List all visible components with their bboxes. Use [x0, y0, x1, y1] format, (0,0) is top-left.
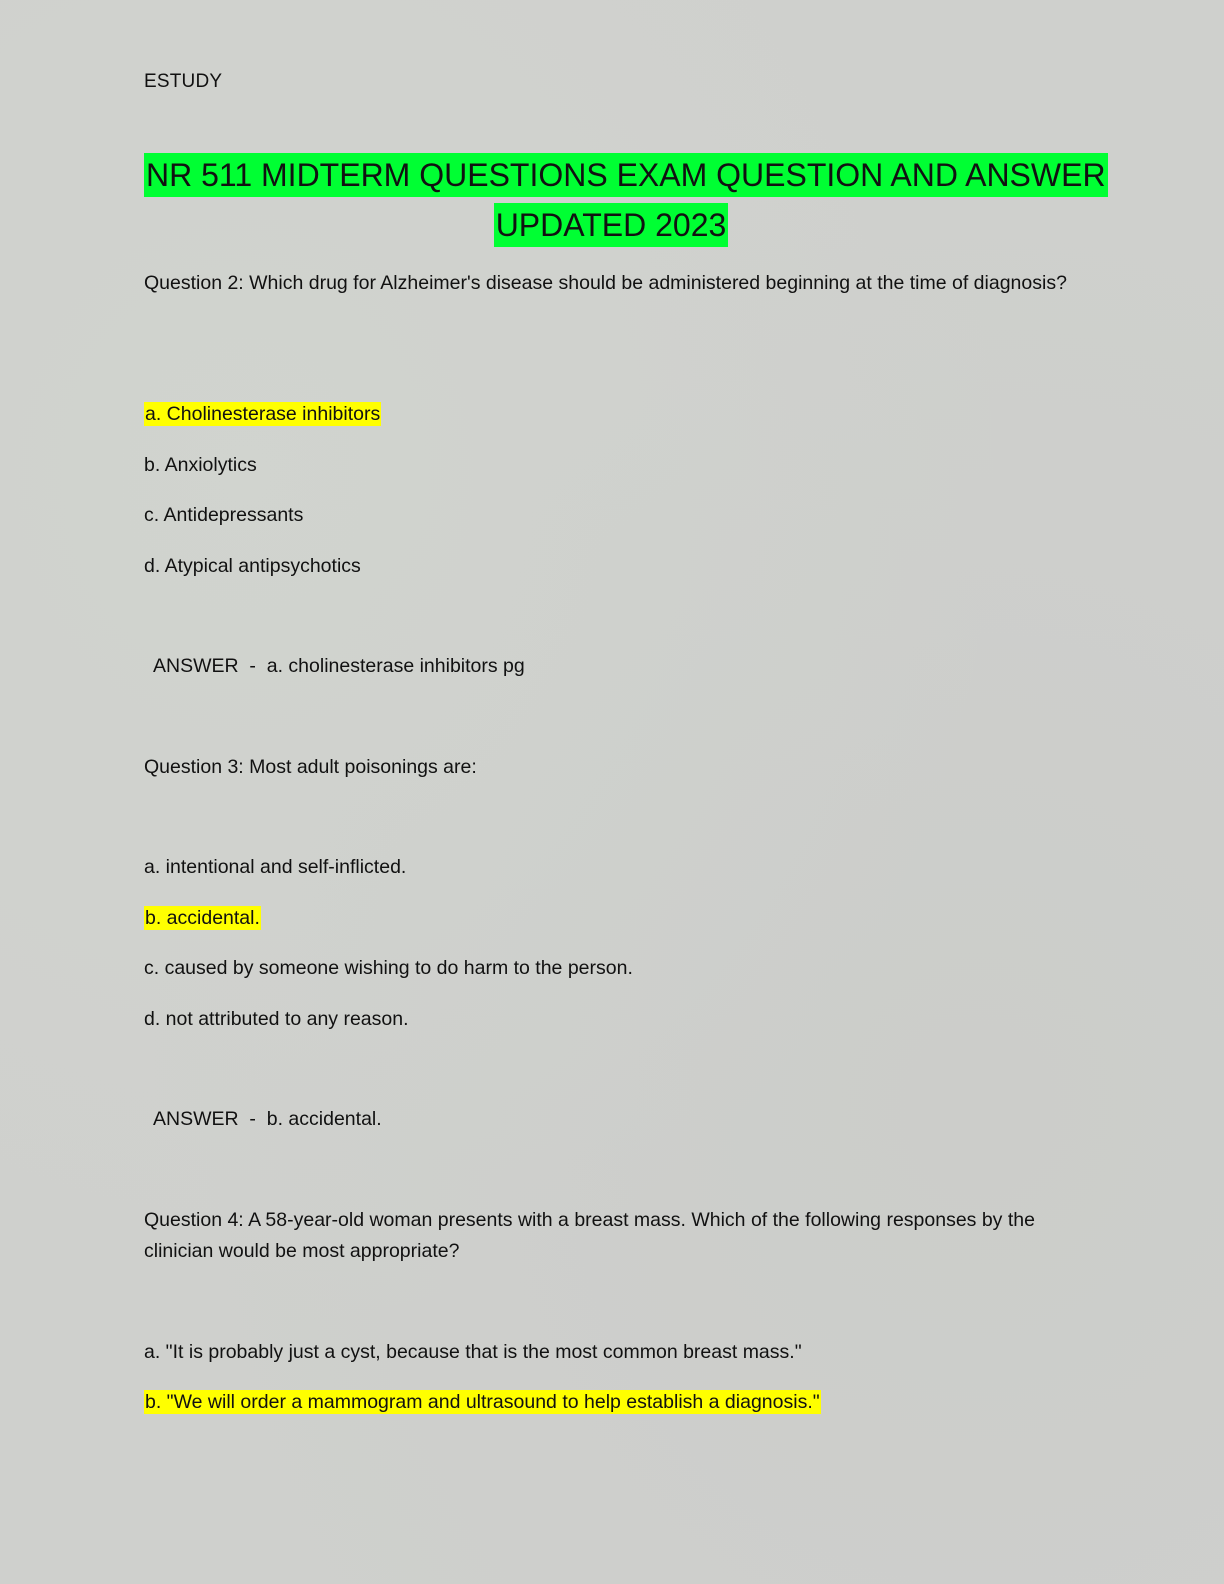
question-2-prompt: Question 2: Which drug for Alzheimer's disease should be administered beginning at the time of diagnosis?: [144, 272, 1067, 294]
question-2-option-d: d. Atypical antipsychotics: [144, 555, 361, 577]
question-3-answer: ANSWER - b. accidental.: [153, 1108, 382, 1130]
question-3-option-b: [144, 903, 261, 934]
question-3-option-c: c. caused by someone wishing to do harm to the person.: [144, 957, 633, 979]
title-line-1: NR 511 MIDTERM QUESTIONS EXAM QUESTION AND ANSWER: [144, 153, 1108, 197]
question-2-answer: ANSWER - a. cholinesterase inhibitors pg: [153, 655, 525, 677]
title-line-2: UPDATED 2023: [494, 203, 729, 247]
document-title: [144, 150, 1106, 250]
question-2-option-b: b. Anxiolytics: [144, 454, 257, 476]
question-4-prompt: Question 4: A 58-year-old woman presents with a breast mass. Which of the following responses by the clinician would be most appropriate?: [144, 1209, 1035, 1262]
question-4-option-b: [144, 1387, 821, 1418]
question-3-prompt: Question 3: Most adult poisonings are:: [144, 756, 477, 778]
question-3-option-d: d. not attributed to any reason.: [144, 1008, 409, 1030]
highlighted-option: b. "We will order a mammogram and ultrasound to help establish a diagnosis.": [145, 1391, 820, 1413]
question-2-option-c: c. Antidepressants: [144, 504, 304, 526]
question-2-option-a: [144, 399, 381, 430]
question-3-option-a: a. intentional and self-inflicted.: [144, 856, 407, 878]
header-label: ESTUDY: [144, 71, 223, 92]
highlighted-option: a. Cholinesterase inhibitors: [145, 403, 381, 425]
question-4-option-a: a. "It is probably just a cyst, because that is the most common breast mass.": [144, 1341, 802, 1363]
highlighted-option: b. accidental.: [145, 907, 260, 929]
